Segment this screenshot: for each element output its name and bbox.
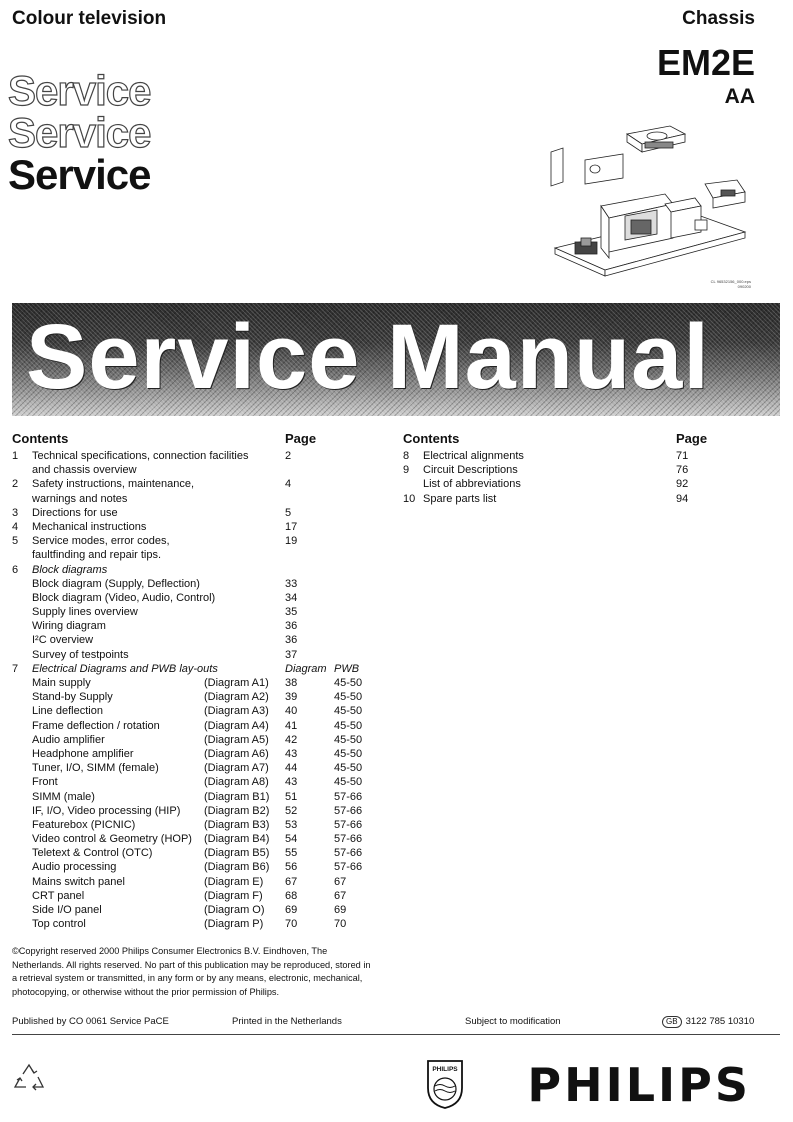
contents-row bbox=[12, 733, 382, 747]
contents-row-title: Circuit Descriptions bbox=[423, 464, 518, 477]
contents-row-pwb: 57-66 bbox=[334, 790, 363, 803]
contents-row-pwb: 67 bbox=[334, 875, 347, 888]
contents-row-page: 38 bbox=[285, 677, 298, 689]
contents-row-diagram: (Diagram B2) bbox=[204, 804, 270, 817]
contents-row-pwb: 57-66 bbox=[334, 833, 363, 846]
service-outline-2: Service bbox=[8, 109, 151, 156]
contents-row-title: Video control & Geometry (HOP) bbox=[32, 833, 192, 846]
contents-row bbox=[12, 690, 382, 704]
document-category: Colour television bbox=[12, 8, 167, 29]
contents-row-number: 1 bbox=[12, 450, 19, 462]
contents-row bbox=[12, 903, 382, 917]
contents-row-diagram: (Diagram B6) bbox=[204, 861, 270, 874]
contents-row-page: 53 bbox=[285, 818, 298, 831]
contents-row-title: Tuner, I/O, SIMM (female) bbox=[32, 762, 159, 775]
contents-row-diagram: (Diagram A3) bbox=[204, 705, 269, 718]
contents-row-page: Diagram bbox=[285, 662, 327, 675]
contents-row-number: 4 bbox=[12, 520, 19, 533]
contents-row-pwb: 45-50 bbox=[334, 691, 363, 704]
contents-row-page: 92 bbox=[676, 478, 689, 491]
chassis-label: Chassis bbox=[682, 8, 755, 29]
contents-row-title: Electrical Diagrams and PWB lay-outs bbox=[32, 662, 218, 675]
contents-row-page: 2 bbox=[285, 450, 292, 462]
contents-row-pwb: 57-66 bbox=[334, 818, 363, 831]
contents-row-page: 5 bbox=[285, 506, 292, 519]
recycle-icon bbox=[12, 1062, 46, 1094]
philips-shield-icon bbox=[425, 1058, 465, 1110]
contents-row bbox=[12, 875, 382, 889]
contents-row-number: 7 bbox=[12, 662, 19, 675]
contents-row bbox=[12, 704, 382, 718]
document-code-number: 3122 785 10310 bbox=[685, 1016, 755, 1027]
contents-row-page: 35 bbox=[285, 606, 298, 619]
contents-row-page: 36 bbox=[285, 620, 298, 633]
contents-row bbox=[12, 818, 382, 832]
contents-row bbox=[12, 449, 382, 463]
contents-row-page: 36 bbox=[285, 634, 298, 647]
contents-row-page: 41 bbox=[285, 719, 298, 732]
contents-row-page: 94 bbox=[676, 492, 689, 505]
contents-row-title: Block diagram (Supply, Deflection) bbox=[32, 577, 200, 590]
contents-row-page: 19 bbox=[285, 535, 298, 548]
contents-row bbox=[403, 449, 773, 463]
contents-row-page: 54 bbox=[285, 833, 298, 846]
contents-row-title: Audio processing bbox=[32, 861, 117, 874]
contents-row-title: Audio amplifier bbox=[32, 733, 105, 746]
contents-row-page: 43 bbox=[285, 776, 298, 789]
contents-row bbox=[12, 889, 382, 903]
contents-row-pwb: 45-50 bbox=[334, 677, 363, 689]
contents-row-title: Stand-by Supply bbox=[32, 691, 113, 704]
contents-row bbox=[12, 662, 382, 676]
contents-right-list bbox=[403, 449, 773, 506]
contents-row-title: I²C overview bbox=[32, 634, 94, 647]
contents-row-pwb: 45-50 bbox=[334, 747, 363, 760]
contents-row-number: 9 bbox=[403, 464, 410, 477]
gb-badge: GB bbox=[662, 1016, 682, 1028]
contents-row-diagram: (Diagram P) bbox=[204, 918, 264, 931]
contents-row-number: 6 bbox=[12, 563, 19, 576]
chassis-drawing bbox=[545, 120, 755, 280]
contents-row bbox=[12, 804, 382, 818]
contents-row bbox=[12, 719, 382, 733]
contents-row-title: Mains switch panel bbox=[32, 875, 125, 888]
contents-row-title: Front bbox=[32, 776, 58, 789]
contents-row-diagram: (Diagram A1) bbox=[204, 677, 269, 689]
contents-row-title: Service modes, error codes, bbox=[32, 535, 170, 548]
contents-row-page: 39 bbox=[285, 691, 298, 704]
contents-row bbox=[12, 860, 382, 874]
page-heading-right: Page bbox=[676, 431, 708, 446]
contents-row-title: Top control bbox=[32, 918, 86, 931]
contents-row bbox=[403, 463, 773, 477]
contents-row bbox=[12, 775, 382, 789]
contents-row-pwb: 45-50 bbox=[334, 776, 363, 789]
contents-row-title: Supply lines overview bbox=[32, 606, 138, 619]
contents-row bbox=[12, 846, 382, 860]
drawing-reference-code: CL 96532156_000.eps bbox=[710, 279, 751, 284]
contents-row-title: Safety instructions, maintenance, bbox=[32, 478, 195, 491]
contents-row bbox=[12, 563, 382, 577]
contents-left bbox=[12, 432, 382, 931]
service-manual-banner bbox=[12, 303, 780, 416]
contents-row-title: Line deflection bbox=[32, 705, 103, 718]
contents-row-title: Directions for use bbox=[32, 506, 118, 519]
contents-row-title: Featurebox (PICNIC) bbox=[32, 818, 136, 831]
contents-row bbox=[12, 790, 382, 804]
service-outline-1: Service bbox=[8, 67, 151, 114]
contents-row-page: 17 bbox=[285, 520, 298, 533]
contents-row-diagram: (Diagram E) bbox=[204, 875, 264, 888]
contents-row-title: Block diagrams bbox=[32, 563, 108, 576]
contents-row bbox=[12, 577, 382, 591]
contents-row bbox=[12, 917, 382, 931]
contents-row-page: 76 bbox=[676, 464, 689, 477]
contents-heading-left: Contents bbox=[12, 431, 69, 446]
contents-row-page: 4 bbox=[285, 478, 292, 491]
contents-row-title: Headphone amplifier bbox=[32, 747, 134, 760]
contents-row-page: 69 bbox=[285, 904, 298, 916]
contents-row-page: 42 bbox=[285, 733, 298, 746]
contents-row-title: faultfinding and repair tips. bbox=[32, 549, 162, 562]
contents-row-title: Survey of testpoints bbox=[32, 648, 129, 661]
contents-row bbox=[12, 520, 382, 534]
contents-row bbox=[12, 648, 382, 662]
contents-row-number: 2 bbox=[12, 478, 19, 491]
drawing-reference-date: 090200 bbox=[737, 284, 751, 289]
contents-row bbox=[12, 619, 382, 633]
contents-row-page: 70 bbox=[285, 918, 298, 931]
contents-row-title: List of abbreviations bbox=[423, 478, 521, 491]
contents-row-pwb: PWB bbox=[334, 662, 360, 675]
contents-row-title: Technical specifications, connection facilities bbox=[32, 450, 249, 462]
contents-row-diagram: (Diagram A8) bbox=[204, 776, 269, 789]
chassis-variant: AA bbox=[724, 85, 755, 108]
contents-row-pwb: 69 bbox=[334, 904, 347, 916]
contents-row bbox=[12, 676, 382, 690]
contents-row bbox=[12, 633, 382, 647]
contents-row-page: 40 bbox=[285, 705, 298, 718]
contents-row bbox=[12, 747, 382, 761]
contents-row bbox=[12, 463, 382, 477]
document-code bbox=[662, 1016, 754, 1028]
contents-row-number: 8 bbox=[403, 450, 410, 462]
contents-row-title: IF, I/O, Video processing (HIP) bbox=[32, 804, 181, 817]
service-solid: Service bbox=[8, 151, 151, 198]
contents-row-title: Teletext & Control (OTC) bbox=[32, 847, 153, 860]
contents-row-title: CRT panel bbox=[32, 889, 85, 902]
contents-row bbox=[12, 534, 382, 548]
contents-row-pwb: 45-50 bbox=[334, 733, 363, 746]
contents-row-title: Block diagram (Video, Audio, Control) bbox=[32, 591, 216, 604]
contents-row-diagram: (Diagram A6) bbox=[204, 747, 269, 760]
contents-row-title: Frame deflection / rotation bbox=[32, 719, 160, 732]
contents-row-diagram: (Diagram A5) bbox=[204, 733, 269, 746]
contents-row-title: Spare parts list bbox=[423, 492, 497, 505]
contents-row-page: 44 bbox=[285, 762, 298, 775]
contents-row-pwb: 67 bbox=[334, 889, 347, 902]
contents-row bbox=[12, 477, 382, 491]
shield-text: PHILIPS bbox=[432, 1066, 458, 1073]
contents-row-title: and chassis overview bbox=[32, 464, 137, 477]
contents-row-diagram: (Diagram B1) bbox=[204, 790, 270, 803]
published-by: Published by CO 0061 Service PaCE bbox=[12, 1016, 169, 1027]
contents-row bbox=[12, 492, 382, 506]
contents-row-diagram: (Diagram A2) bbox=[204, 691, 269, 704]
contents-heading-right: Contents bbox=[403, 431, 460, 446]
contents-row-diagram: (Diagram B5) bbox=[204, 847, 270, 860]
contents-row-page: 43 bbox=[285, 747, 298, 760]
contents-row-pwb: 45-50 bbox=[334, 762, 363, 775]
contents-row bbox=[12, 605, 382, 619]
contents-row bbox=[403, 477, 773, 491]
footer-divider bbox=[12, 1034, 780, 1035]
contents-row bbox=[12, 832, 382, 846]
drawing-reference bbox=[711, 279, 751, 289]
contents-row-page: 68 bbox=[285, 889, 298, 902]
contents-row-pwb: 57-66 bbox=[334, 804, 363, 817]
contents-row-title: Electrical alignments bbox=[423, 450, 524, 462]
contents-row-page: 67 bbox=[285, 875, 298, 888]
contents-row-diagram: (Diagram O) bbox=[204, 904, 265, 916]
brand-logo: PHILIPS bbox=[527, 1058, 751, 1112]
contents-row-page: 34 bbox=[285, 591, 298, 604]
contents-row bbox=[12, 761, 382, 775]
contents-row-title: warnings and notes bbox=[32, 492, 128, 505]
contents-row-title: Main supply bbox=[32, 677, 91, 689]
contents-row-number: 3 bbox=[12, 506, 19, 519]
contents-row-pwb: 45-50 bbox=[334, 719, 363, 732]
contents-right bbox=[403, 432, 773, 506]
contents-row-page: 51 bbox=[285, 790, 298, 803]
contents-row-page: 55 bbox=[285, 847, 298, 860]
contents-row-number: 10 bbox=[403, 492, 416, 505]
contents-row-diagram: (Diagram A4) bbox=[204, 719, 269, 732]
contents-row-diagram: (Diagram B4) bbox=[204, 833, 270, 846]
contents-row-page: 71 bbox=[676, 450, 689, 462]
contents-row-title: Mechanical instructions bbox=[32, 520, 147, 533]
contents-row-title: Side I/O panel bbox=[32, 904, 102, 916]
contents-row-pwb: 57-66 bbox=[334, 861, 363, 874]
copyright-notice: ©Copyright reserved 2000 Philips Consumer Electronics B.V. Eindhoven, The Netherlands. All rights reserved. No part of this publication may be reproduced, stored in a retrieval system or transmitted, in any form or by any means, electronic, mechanical, photocopying, or otherwise without the prior permission of Philips. bbox=[12, 946, 371, 997]
contents-row-page: 52 bbox=[285, 804, 298, 817]
chassis-model: EM2E bbox=[656, 42, 755, 83]
contents-row-diagram: (Diagram F) bbox=[204, 889, 263, 902]
contents-row-title: Wiring diagram bbox=[32, 620, 106, 633]
page-heading-left: Page bbox=[285, 431, 317, 446]
contents-row-title: SIMM (male) bbox=[32, 790, 95, 803]
contents-row-page: 33 bbox=[285, 577, 298, 590]
contents-row bbox=[403, 492, 773, 506]
contents-left-list bbox=[12, 449, 382, 931]
banner-title: Service Manual bbox=[26, 306, 710, 408]
contents-row-pwb: 57-66 bbox=[334, 847, 363, 860]
printed-in: Printed in the Netherlands bbox=[232, 1016, 342, 1027]
contents-row-page: 56 bbox=[285, 861, 298, 874]
contents-row-number: 5 bbox=[12, 535, 19, 548]
contents-row-diagram: (Diagram A7) bbox=[204, 762, 269, 775]
contents-row bbox=[12, 548, 382, 562]
subject-to-modification: Subject to modification bbox=[465, 1016, 561, 1027]
contents-row bbox=[12, 506, 382, 520]
contents-row-pwb: 70 bbox=[334, 918, 347, 931]
contents-row bbox=[12, 591, 382, 605]
contents-row-pwb: 45-50 bbox=[334, 705, 363, 718]
contents-row-page: 37 bbox=[285, 648, 298, 661]
contents-row-diagram: (Diagram B3) bbox=[204, 818, 270, 831]
